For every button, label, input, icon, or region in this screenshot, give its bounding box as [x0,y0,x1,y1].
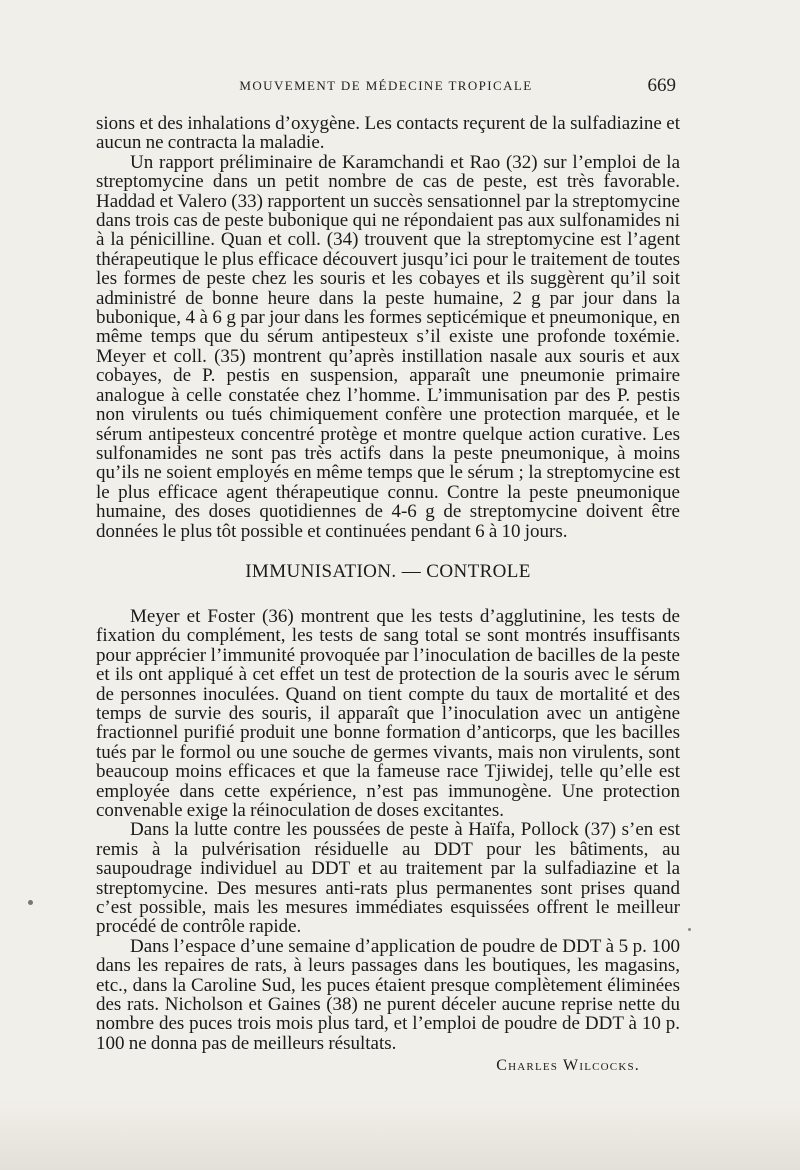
paragraph-continuation: sions et des inhalations d’oxygène. Les contacts reçurent de la sulfadiazine et aucun ne contracta la maladie. [96,113,680,154]
paragraph-caroline-sud: Dans l’espace d’une semaine d’application de poudre de DDT à 5 p. 100 dans les repaires de rats, à leurs passages dans les boutiques, les magasins, etc., dans la Caroline Sud, les puces étaient presque complètement éliminées des rats. Nicholson et Gaines (38) ne purent déceler aucune reprise nette du nombre des puces trois mois plus tard, et l’emploi de poudre de DDT à 10 p. 100 ne donna pas de meilleurs résultats. [96,935,680,1054]
article-body [96,114,680,1075]
scan-speck [28,900,33,905]
section-heading: IMMUNISATION. — CONTROLE [245,560,531,582]
paragraph-immunisation: Meyer et Foster (36) montrent que les tests d’agglutinine, les tests de fixation du complément, les tests de sang total se sont montrés insuffisants pour apprécier l’immunité provoquée par l’inoculation de bacilles de la peste et ils ont appliqué à cet effet un test de protection de la souris avec le sérum de personnes inoculées. Quand on tient compte du taux de mortalité et des temps de survie des souris, il apparaît que l’inoculation avec un antigène fractionnel purifié produit une bonne formation d’anticorps, que les bacilles tués par le formol ou une souche de germes vivants, mais non virulents, sont beaucoup moins efficaces et que la fameuse race Tjiwidej, telle qu’elle est employée dans cette expérience, n’est pas immunogène. Une protection convenable exige la réinoculation de doses excitantes. [96,605,680,821]
author-signature: Charles Wilcocks. [496,1057,640,1075]
scan-speck [688,928,691,931]
page-number: 669 [647,75,676,96]
running-header [96,75,676,98]
running-title: MOUVEMENT DE MÉDECINE TROPICALE [239,78,533,93]
scan-shadow [0,1100,800,1170]
paragraph-haifa-ddt: Dans la lutte contre les poussées de peste à Haïfa, Pollock (37) s’en est remis à la pulvérisation résiduelle au DDT pour les bâtiments, au saupoudrage individuel au DDT et au traitement par la sulfadiazine et la streptomycine. Des mesures anti-rats plus permanentes sont prises quand c’est possible, mais les mesures immédiates esquissées offrent le meilleur procédé de contrôle rapide. [96,819,680,938]
paragraph-streptomycine-treatment: Un rapport préliminaire de Karamchandi et Rao (32) sur l’emploi de la streptomycine dans un petit nombre de cas de peste, est très favorable. Haddad et Valero (33) rapportent un succès sensationnel par la streptomycine dans trois cas de peste bubonique qui ne répondaient pas aux sulfonamides ni à la pénicilline. Quan et coll. (34) trouvent que la streptomycine est l’agent thérapeutique le plus efficace découvert jusqu’ici pour le traitement de toutes les formes de peste chez les souris et les cobayes et ils suggèrent qu’il soit administré de bonne heure dans la peste humaine, 2 g par jour dans la bubonique, 4 à 6 g par jour dans les formes septicémique et pneumonique, en même temps que du sérum antipesteux s’il existe une profonde toxémie. Meyer et coll. (35) montrent qu’après instillation nasale aux souris et aux cobayes, de P. pestis en suspension, apparaît une pneumonie primaire analogue à celle constatée chez l’homme. L’immunisation par des P. pestis non virulents ou tués chimiquement confère une protection marquée, et le sérum antipesteux concentré protège et montre quelque action curative. Les sulfonamides ne sont pas très actifs dans la peste pneumonique, à moins qu’ils ne soient employés en même temps que le sérum ; la streptomycine est le plus efficace agent thérapeutique connu. Contre la peste pneumonique humaine, des doses quotidiennes de 4-6 g de streptomycine doivent être données le plus tôt possible et continuées pendant 6 à 10 jours. [96,151,680,542]
